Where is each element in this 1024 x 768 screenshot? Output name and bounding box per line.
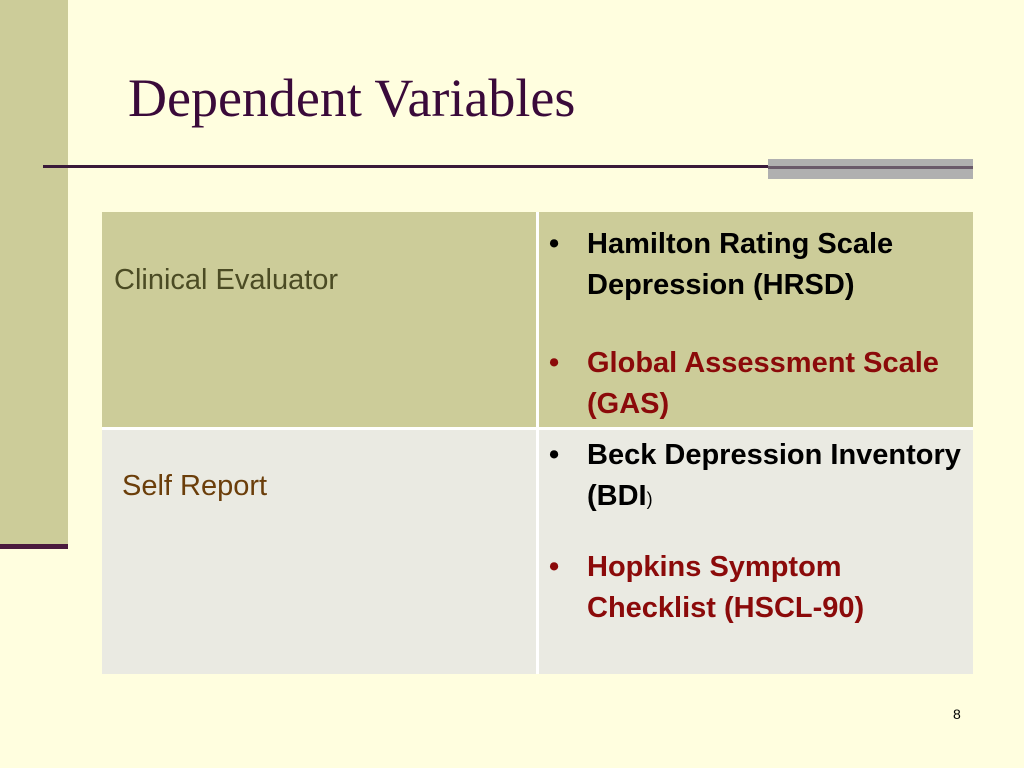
title-underline-accent [768, 159, 973, 179]
table-cell-measures [539, 430, 973, 674]
table-cell-category [102, 430, 536, 674]
measure-text-main: Beck Depression Inventory (BDI [587, 439, 961, 512]
table-cell-category [102, 212, 536, 427]
bullet-icon: • [549, 439, 560, 471]
variables-table [102, 212, 973, 674]
table-row [102, 430, 973, 674]
category-label: Clinical Evaluator [114, 264, 339, 296]
measure-text: Global Assessment Scale (GAS) [587, 347, 939, 420]
bullet-icon: • [549, 228, 560, 260]
measure-text: Hamilton Rating Scale Depression (HRSD) [587, 228, 894, 301]
title-underline-accent-line [768, 166, 973, 169]
page-number: 8 [953, 706, 961, 722]
measure-text [587, 435, 967, 520]
table-row [102, 212, 973, 427]
slide-title: Dependent Variables [128, 68, 576, 128]
measure-text: Hopkins Symptom Checklist (HSCL-90) [587, 551, 865, 624]
bullet-icon: • [549, 347, 560, 379]
side-accent-rule [0, 544, 68, 549]
side-accent-bar [0, 0, 68, 546]
table-cell-measures [539, 212, 973, 427]
bullet-icon: • [549, 551, 560, 583]
measure-text-suffix: ) [646, 489, 653, 509]
category-label: Self Report [122, 470, 268, 502]
